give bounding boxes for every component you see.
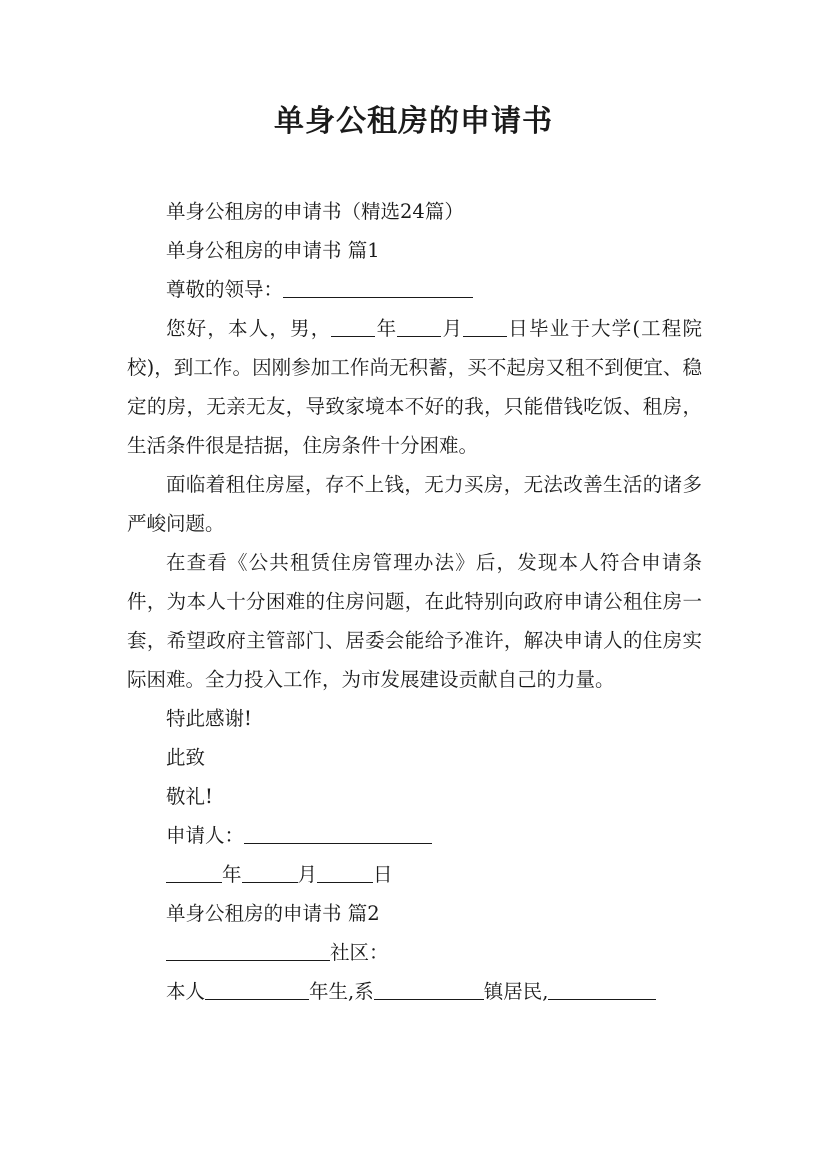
document-body [127, 192, 702, 1011]
line1-born: 年生,系 [309, 980, 374, 1003]
article2-heading: 单身公租房的申请书 篇2 [166, 902, 380, 925]
thanks-line: 特此感谢! [166, 707, 252, 730]
date-day-blank [317, 863, 373, 884]
month-blank [397, 317, 441, 338]
salutation: 尊敬的领导： [166, 278, 284, 301]
article1-heading: 单身公租房的申请书 篇1 [166, 239, 380, 262]
day-blank [463, 317, 507, 338]
salutation-line [127, 270, 702, 309]
applicant-label: 申请人： [166, 824, 245, 847]
year-blank [331, 317, 375, 338]
date-year-blank [166, 863, 222, 884]
date-line [127, 855, 702, 894]
date-month: 月 [297, 863, 318, 886]
article2-line-1 [127, 972, 702, 1011]
date-day: 日 [373, 863, 393, 886]
closing-line-2: 敬礼! [166, 785, 213, 808]
article1-paragraph-1 [127, 309, 702, 465]
closing-line-1: 此致 [166, 746, 206, 769]
applicant-blank [244, 824, 432, 845]
leader-blank [283, 278, 473, 299]
article1-paragraph-2: 面临着租住房屋，存不上钱，无力买房，无法改善生活的诸多严峻问题。 [127, 473, 702, 535]
document-title: 单身公租房的申请书 [274, 104, 553, 139]
applicant-line [127, 816, 702, 855]
community-suffix: 社区： [330, 941, 389, 964]
line1-resident: 镇居民, [483, 980, 549, 1003]
birth-year-blank [205, 980, 309, 1001]
date-year: 年 [222, 863, 242, 886]
town-blank [374, 980, 484, 1001]
p1-rest: 日毕业于大学(工程院校)，到工作。因刚参加工作尚无积蓄，买不起房又租不到便宜、稳定的房，无亲无友，导致家境本不好的我，只能借钱吃饭、租房，生活条件很是拮据，住房条件十分困难。 [127, 317, 702, 457]
p1-month: 月 [441, 317, 464, 340]
subtitle: 单身公租房的申请书（精选24篇） [166, 200, 464, 223]
p1-year: 年 [375, 317, 398, 340]
trailing-blank [548, 980, 656, 1001]
date-month-blank [242, 863, 298, 884]
community-line [127, 933, 702, 972]
p1-lead: 您好，本人，男， [166, 317, 332, 340]
line1-lead: 本人 [166, 980, 206, 1003]
article1-paragraph-3: 在查看《公共租赁住房管理办法》后，发现本人符合申请条件，为本人十分困难的住房问题，在此特别向政府申请公租住房一套，希望政府主管部门、居委会能给予准许，解决申请人的住房实际困难。全力投入工作，为市发展建设贡献自己的力量。 [127, 551, 702, 691]
community-blank [166, 941, 330, 962]
